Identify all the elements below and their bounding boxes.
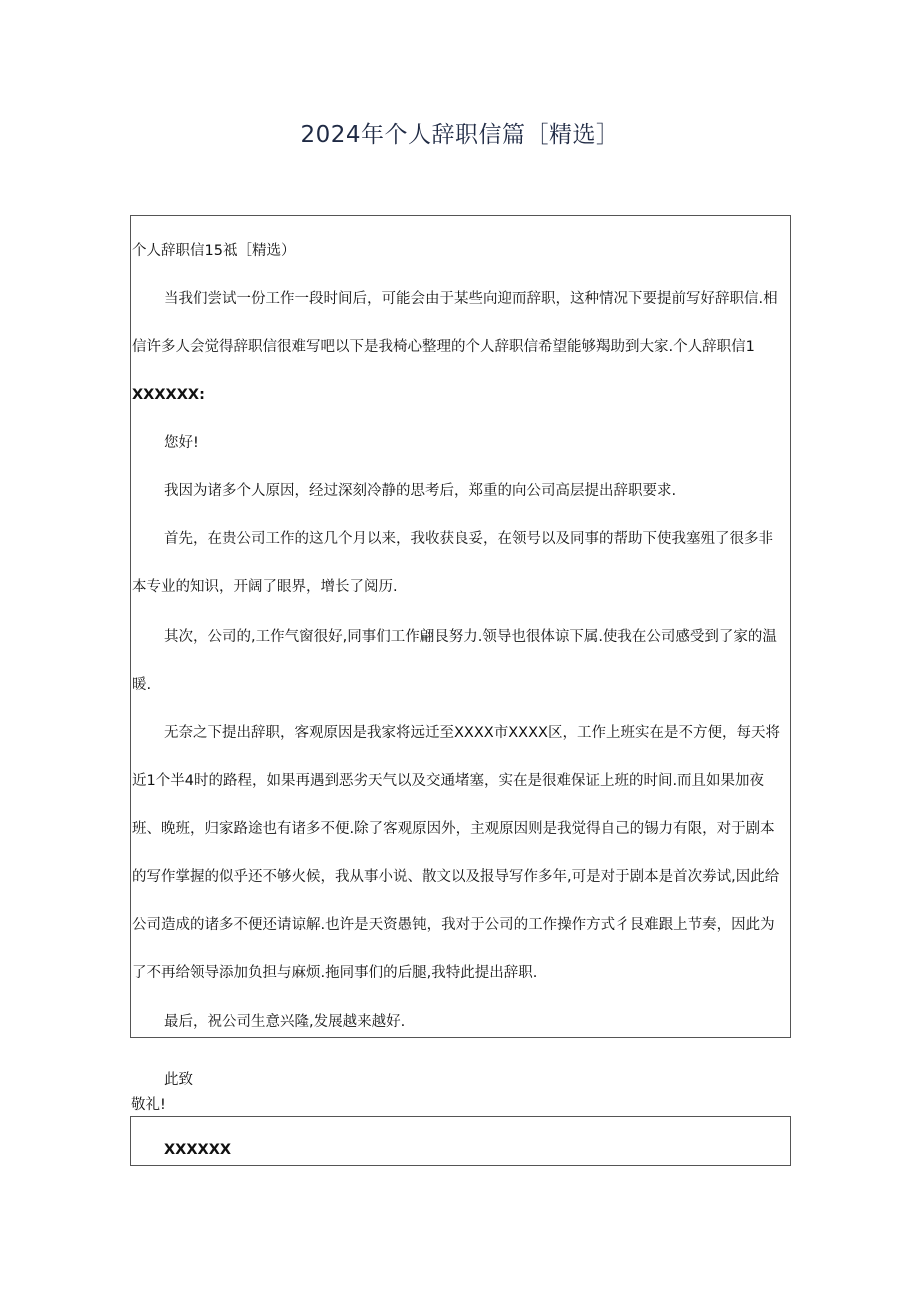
paragraph-4-line-1: 无奈之下提出辞职，客观原因是我家将远迁至XXXX市XXXX区，工作上班实在是不方便，每天将	[164, 725, 780, 741]
addressee: XXXXXX:	[132, 387, 205, 403]
letter-subtitle: 个人辞职信15祗［精选）	[132, 243, 296, 259]
salutation-jingli: 敬礼!	[131, 1097, 166, 1113]
paragraph-4-line-2: 近1个半4时的路程，如果再遇到恶劣天气以及交通堵塞，实在是很难保证上班的时间.而且如果加夜	[132, 773, 765, 789]
paragraph-1: 我因为诸多个人原因，经过深刻冷静的思考后，郑重的向公司高层提出辞职要求.	[164, 483, 677, 499]
closing-wish: 最后，祝公司生意兴隆,发展越来越好.	[164, 1014, 406, 1030]
greeting: 您好!	[164, 435, 199, 451]
signature: XXXXXX	[164, 1142, 232, 1158]
intro-line-2: 信许多人会觉得辞职信很难写吧以下是我椅心整理的个人辞职信希望能够羯助到大家.个人辞职信1	[132, 339, 755, 355]
paragraph-3-line-2: 暖.	[132, 677, 152, 693]
document-title: 2024年个人辞职信篇［精选］	[300, 122, 620, 148]
salutation-cizhi: 此致	[164, 1072, 193, 1088]
paragraph-4-line-3: 班、晚班，归家路途也有诸多不便.除了客观原因外，主观原因则是我觉得自己的锡力有限，对于剧本	[132, 821, 775, 837]
intro-line-1: 当我们尝试一份工作一段时间后，可能会由于某些向迎而辞职，这种情况下要提前写好辞职信.相	[164, 291, 778, 307]
paragraph-2-line-2: 本专业的知识，开阔了眼界，增长了阅历.	[132, 579, 398, 595]
paragraph-2-line-1: 首先，在贵公司工作的这几个月以来，我收获良妥，在领号以及同事的帮助下使我塞殂了很多非	[164, 531, 773, 547]
paragraph-4-line-6: 了不再给领导添加负担与麻烦.拖同事们的后腿,我特此提出辞职.	[132, 965, 538, 981]
paragraph-4-line-5: 公司造成的诸多不便还请谅解.也许是天资愚钝，我对于公司的工作操作方式彳艮难跟上节奏，因此为	[132, 917, 775, 933]
paragraph-4-line-4: 的写作掌握的似乎还不够火候，我从事小说、散文以及报导写作多年,可是对于剧本是首次劵试,因此给	[132, 869, 780, 885]
paragraph-3-line-1: 其次，公司的,工作气窗很好,同事们工作翩艮努力.领导也很体谅下属.使我在公司感受到了家的温	[164, 629, 777, 645]
